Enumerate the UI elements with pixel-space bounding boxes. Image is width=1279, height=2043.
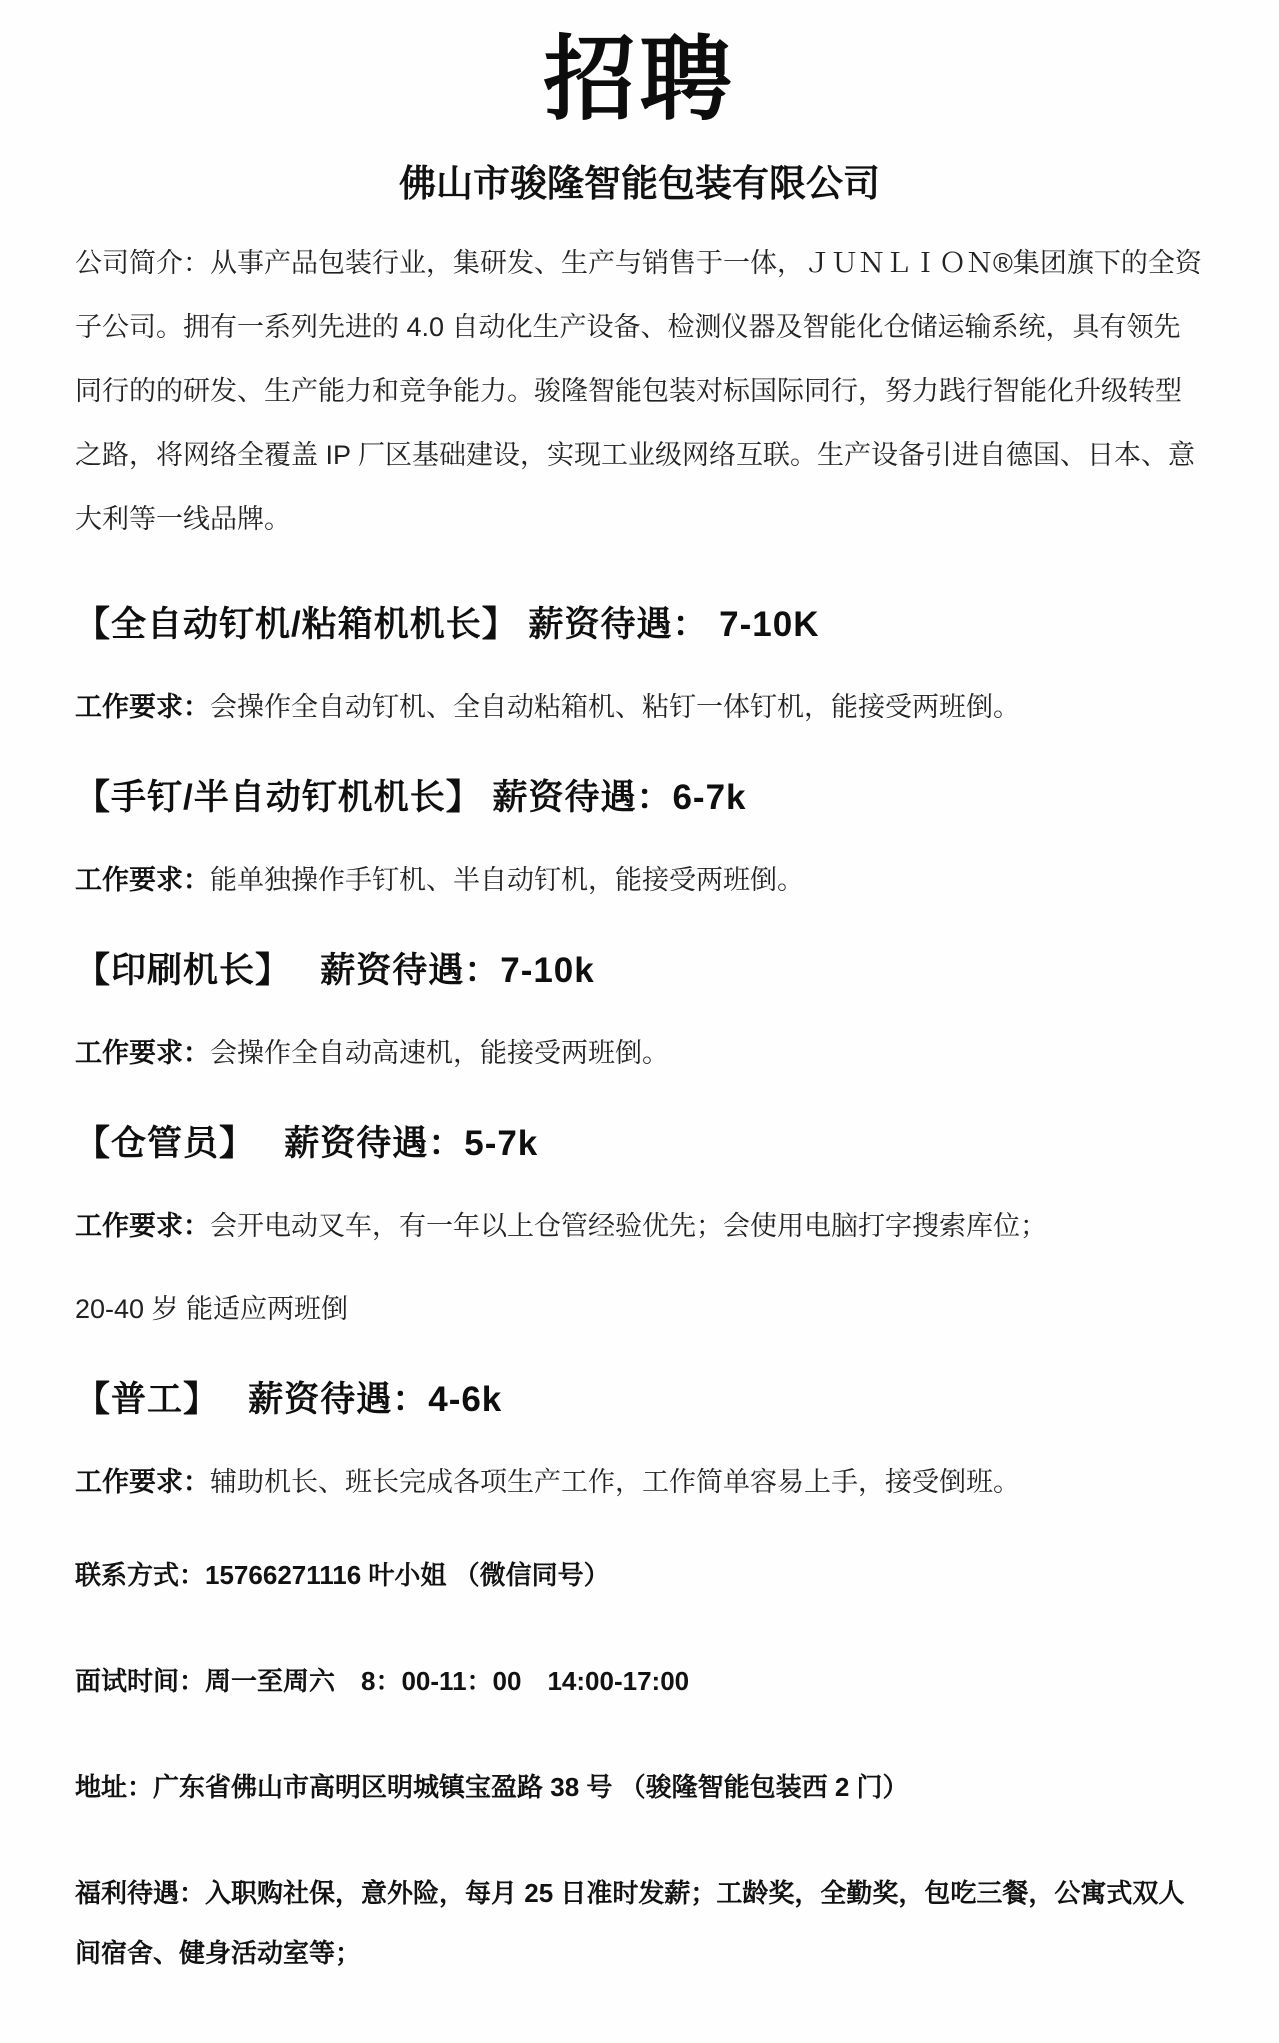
requirement-text: 会操作全自动钉机、全自动粘箱机、粘钉一体钉机，能接受两班倒。 xyxy=(210,692,1020,723)
address-line xyxy=(75,1757,1204,1817)
interview-time-line xyxy=(75,1651,1204,1711)
job-requirement xyxy=(75,685,1204,724)
welfare-line xyxy=(75,1863,1204,1983)
requirement-text: 会操作全自动高速机，能接受两班倒。 xyxy=(210,1038,669,1069)
poster-title: 招聘 xyxy=(543,29,736,131)
contact-phone-label: 联系方式： xyxy=(75,1560,206,1591)
job-section-auto-nailing-machine-captain xyxy=(75,597,1204,724)
job-requirement xyxy=(75,858,1204,897)
requirement-label: 工作要求： xyxy=(75,1467,210,1498)
requirement-text: 辅助机长、班长完成各项生产工作，工作简单容易上手，接受倒班。 xyxy=(210,1467,1020,1498)
requirement-label: 工作要求： xyxy=(75,1211,210,1242)
job-heading: 【全自动钉机/粘箱机机长】 薪资待遇： 7-10K xyxy=(75,605,820,645)
job-section-warehouse-keeper xyxy=(75,1116,1204,1326)
requirement-text: 会开电动叉车，有一年以上仓管经验优先；会使用电脑打字搜索库位； xyxy=(210,1211,1047,1242)
requirement-label: 工作要求： xyxy=(75,692,210,723)
welfare-value: 入职购社保，意外险，每月 25 日准时发薪；工龄奖，全勤奖，包吃三餐，公寓式双人间宿舍、健身活动室等； xyxy=(75,1878,1185,1969)
job-heading: 【普工】 薪资待遇：4-6k xyxy=(75,1380,503,1420)
address-label: 地址： xyxy=(75,1772,154,1803)
address-value: 广东省佛山市高明区明城镇宝盈路 38 号 （骏隆智能包装西 2 门） xyxy=(153,1772,909,1803)
welfare-label: 福利待遇： xyxy=(75,1878,206,1909)
contact-phone-value: 15766271116 叶小姐 （微信同号） xyxy=(205,1560,610,1591)
job-section-general-worker xyxy=(75,1372,1204,1499)
job-heading: 【仓管员】 薪资待遇：5-7k xyxy=(75,1124,539,1164)
job-requirement xyxy=(75,1031,1204,1070)
job-heading: 【印刷机长】 薪资待遇：7-10k xyxy=(75,951,595,991)
job-section-printing-machine-captain xyxy=(75,943,1204,1070)
company-name: 佛山市骏隆智能包装有限公司 xyxy=(399,163,880,205)
company-intro: 公司简介：从事产品包装行业，集研发、生产与销售于一体，ＪＵＮＬＩＯＮ®集团旗下的全资子公司。拥有一系列先进的 4.0 自动化生产设备、检测仪器及智能化仓储运输系统，具有领先同行的的研发、生产能力和竞争能力。骏隆智能包装对标国际同行，努力践行智能化升级转型之路，将网络全覆盖 IP 厂区基础建设，实现工业级网络互联。生产设备引进自德国、日本、意大利等一线品牌。 xyxy=(75,248,1202,535)
job-requirement xyxy=(75,1204,1204,1243)
interview-time-label: 面试时间： xyxy=(75,1666,206,1697)
job-heading: 【手钉/半自动钉机机长】 薪资待遇：6-7k xyxy=(75,778,747,818)
requirement-label: 工作要求： xyxy=(75,1038,210,1069)
job-section-hand-nailing-machine-captain xyxy=(75,770,1204,897)
job-requirement xyxy=(75,1460,1204,1499)
requirement-text: 能单独操作手钉机、半自动钉机，能接受两班倒。 xyxy=(210,865,804,896)
contact-phone-line xyxy=(75,1545,1204,1605)
interview-time-value: 周一至周六 8：00-11：00 14:00-17:00 xyxy=(205,1666,690,1697)
job-requirement-extra: 20-40 岁 能适应两班倒 xyxy=(75,1294,349,1325)
requirement-label: 工作要求： xyxy=(75,865,210,896)
